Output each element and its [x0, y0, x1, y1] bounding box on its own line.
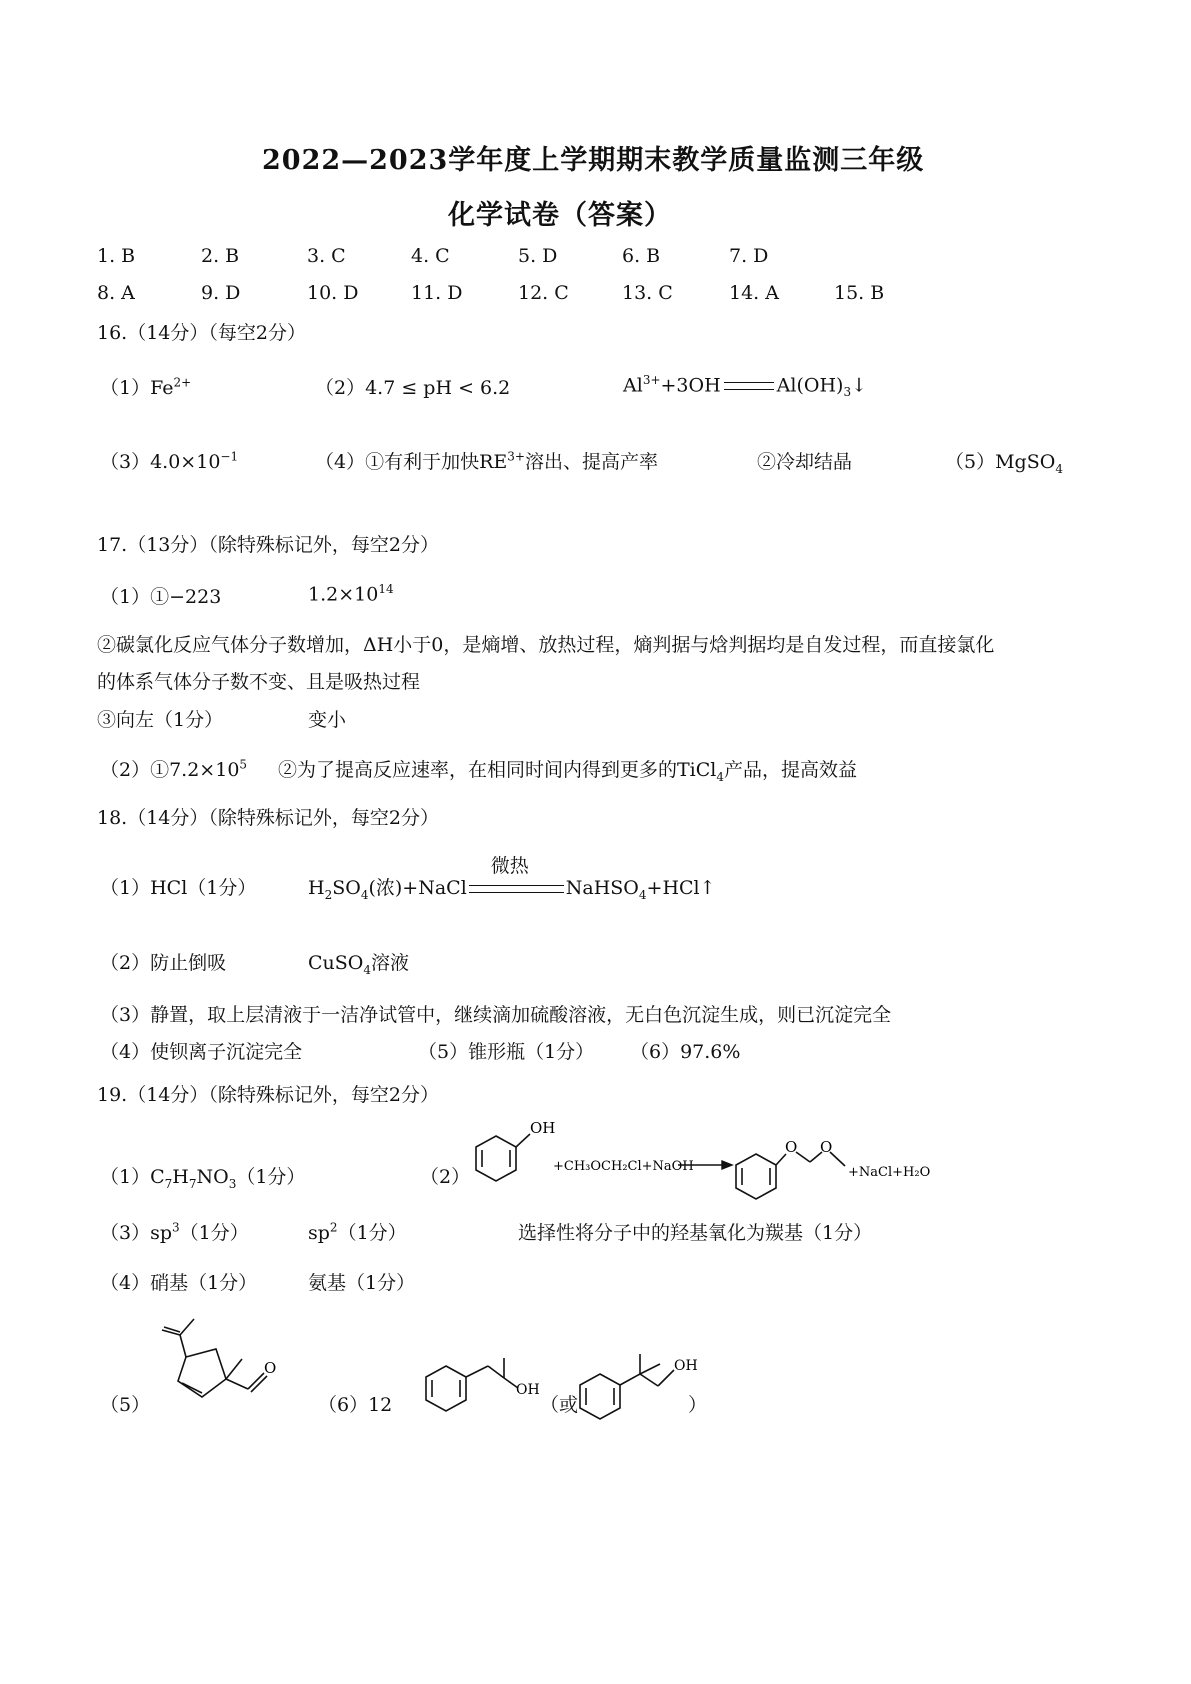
q17-part2-b: ②为了提高反应速率，在相同时间内得到更多的TiCl$_4$产品，提高效益 — [278, 759, 858, 784]
products-label: +NaCl+H₂O — [848, 1165, 931, 1180]
mc-answer: 9. D — [201, 282, 241, 304]
q19-part4-b: 氨基（1分） — [308, 1272, 416, 1294]
q19-part3-c: 选择性将分子中的羟基氧化为羰基（1分） — [518, 1222, 873, 1244]
mc-answer: 14. A — [729, 282, 779, 304]
mc-answer: 12. C — [518, 282, 569, 304]
or-paren: （或 — [540, 1394, 579, 1416]
q17-part1-e: 变小 — [308, 709, 347, 731]
hydroxyl-label: OH — [516, 1382, 540, 1398]
q19-header: 19.（14分）（除特殊标记外，每空2分） — [97, 1084, 439, 1106]
mc-answer: 1. B — [97, 245, 136, 267]
mc-answer: 8. A — [97, 282, 135, 304]
q18-part6: （6）97.6% — [630, 1041, 741, 1063]
mc-answer: 6. B — [622, 245, 661, 267]
hydroxyl-label: OH — [674, 1358, 698, 1374]
q18-header: 18.（14分）（除特殊标记外，每空2分） — [97, 807, 439, 829]
q17-header: 17.（13分）（除特殊标记外，每空2分） — [97, 534, 439, 556]
q18-part4: （4）使钡离子沉淀完全 — [100, 1041, 303, 1063]
cyclopentene-aldehyde-structure — [150, 1315, 290, 1415]
q17-part1-a: （1）①−223 — [100, 586, 222, 608]
q16-part4: （4）①有利于加快$RE^{3+}$溶出、提高产率 — [315, 449, 658, 473]
mc-answer: 11. D — [411, 282, 463, 304]
mc-answer: 13. C — [622, 282, 673, 304]
q16-header: 16.（14分）（每空2分） — [97, 322, 306, 344]
q18-part2-a: （2）防止倒吸 — [100, 952, 227, 974]
reaction-condition-sign — [469, 855, 564, 893]
q16-part2-equation: $Al^{3+}+3OH$ $Al(OH)_3↓$ — [623, 373, 868, 400]
mc-answer: 5. D — [518, 245, 558, 267]
q16-part3: $(3)4.0\times 10^{-1}$ — [100, 449, 239, 473]
reagents-label: +CH₃OCH₂Cl+NaOH — [553, 1159, 694, 1174]
mc-answer: 15. B — [834, 282, 885, 304]
q17-part1-d: ③向左（1分） — [97, 709, 224, 731]
q19-part2-label: （2） — [420, 1166, 471, 1188]
q16-part1: $(1)Fe^{2+}$ — [100, 375, 192, 399]
document-subtitle: 化学试卷（答案） — [448, 200, 672, 231]
q19-part3-b: $sp^2(1$分） — [308, 1220, 407, 1244]
tertiary-alcohol-structure — [420, 1340, 560, 1420]
close-paren: ） — [688, 1394, 708, 1416]
q17-part1-c-cont: 的体系气体分子数不变、且是吸热过程 — [97, 671, 421, 693]
q16-part2: （2）4.7 ≤ pH < 6.2 — [315, 377, 511, 399]
mc-answer: 7. D — [729, 245, 769, 267]
q16-part4-b: ②冷却结晶 — [757, 451, 853, 473]
reaction-condition: 微热 — [490, 855, 529, 877]
q18-part3: （3）静置，取上层清液于一洁净试管中，继续滴加硫酸溶液，无白色沉淀生成，则已沉淀完全 — [100, 1004, 892, 1026]
double-line-sign — [724, 382, 774, 390]
mc-answer: 3. C — [307, 245, 346, 267]
ether-oxygen-label: O — [785, 1138, 798, 1156]
ether-oxygen-label: O — [820, 1138, 833, 1156]
mc-answer: 4. C — [411, 245, 450, 267]
q18-part5: （5）锥形瓶（1分） — [418, 1041, 595, 1063]
mc-answer: 10. D — [307, 282, 359, 304]
q19-part6-label: （6）12 — [318, 1394, 393, 1416]
q17-part1-c: ②碳氯化反应气体分子数增加，ΔH小于0，是熵增、放热过程，熵判据与焓判据均是自发过程，而直接氯化 — [97, 634, 995, 656]
q16-part5: （5）MgSO$_4$ — [945, 451, 1063, 476]
q18-part1-equation: $H_2SO_4$(浓)+NaCl 微热 NaHSO$_4$+HCl↑ — [308, 873, 716, 902]
q19-reaction-scheme — [460, 1112, 931, 1212]
q19-part5-label: （5） — [100, 1394, 151, 1416]
q17-part1-b: $1.2\times 10^{14}$ — [308, 582, 394, 606]
q19-part1: $(1)C_7H_7NO_3(1$分） — [100, 1166, 306, 1191]
mc-answer: 2. B — [201, 245, 240, 267]
q19-part3-a: $(3)sp^3(1$分） — [100, 1220, 249, 1244]
q18-part2-b: CuSO$_4$溶液 — [308, 952, 410, 977]
carbonyl-oxygen-label: O — [264, 1359, 277, 1377]
hydroxyl-label: OH — [530, 1119, 556, 1137]
q17-part2-a: $(2)①7.2\times 10^5$ — [100, 757, 248, 781]
document-title: 2022—2023学年度上学期期末教学质量监测三年级 — [262, 145, 925, 176]
product-structure — [736, 1152, 845, 1199]
q19-part4-a: （4）硝基（1分） — [100, 1272, 258, 1294]
phenol-structure — [476, 1134, 530, 1181]
q18-part1-a: （1）HCl（1分） — [100, 877, 257, 899]
